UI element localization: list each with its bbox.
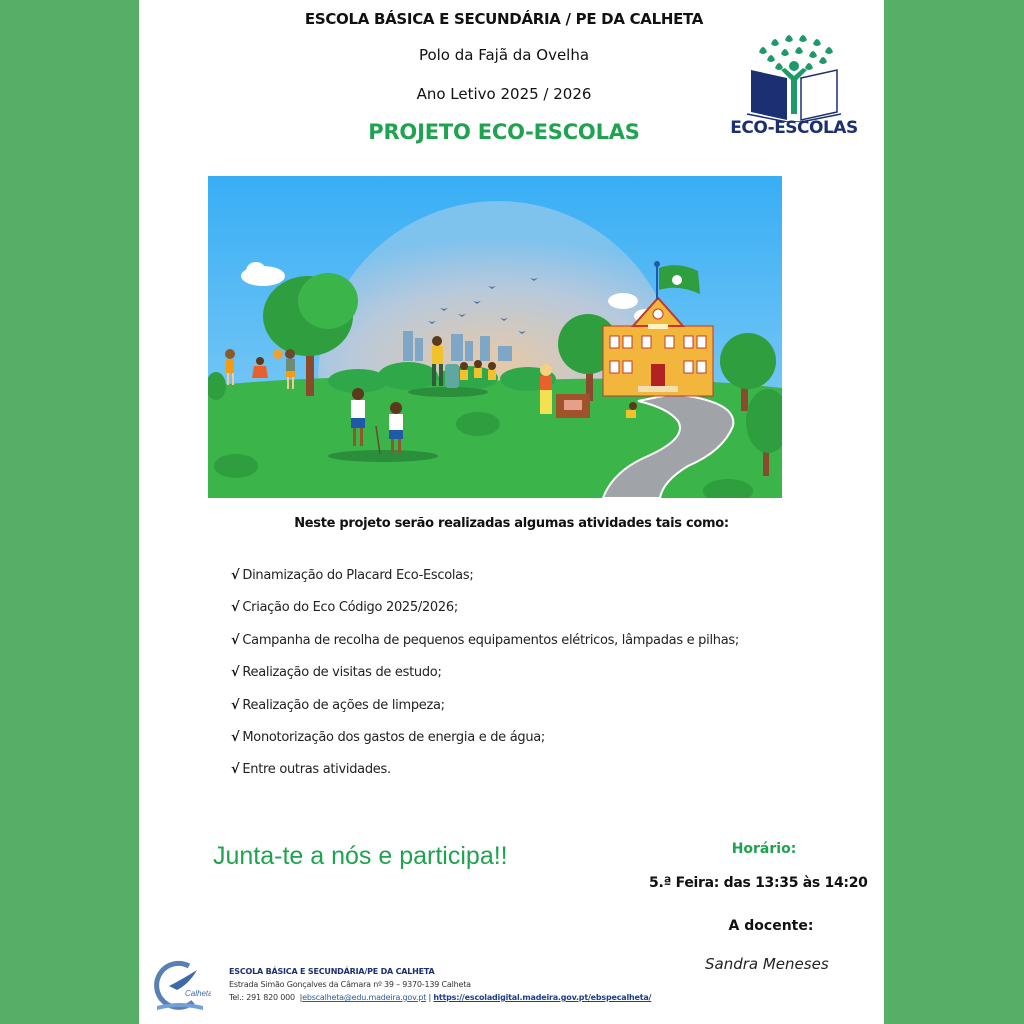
footer-address: Estrada Simão Gonçalves da Câmara nº 39 – 9370-139 Calheta — [229, 980, 471, 989]
activity-item — [231, 762, 739, 794]
eco-escolas-logo-text: ECO-ESCOLAS — [730, 118, 858, 138]
project-title: PROJETO ECO-ESCOLAS — [368, 120, 640, 144]
eco-escolas-tree-book-icon — [729, 34, 859, 122]
activities-intro: Neste projeto serão realizadas algumas atividades tais como: — [294, 516, 729, 531]
eco-school-illustration — [208, 176, 782, 498]
footer-school-name: ESCOLA BÁSICA E SECUNDÁRIA/PE DA CALHETA — [229, 967, 435, 976]
footer-website-link[interactable]: https://escoladigital.madeira.gov.pt/ebspecalheta/ — [433, 993, 652, 1002]
activity-item — [231, 600, 739, 632]
footer-contact — [229, 965, 651, 1004]
eco-escolas-logo — [729, 34, 859, 144]
activity-text: Dinamização do Placard Eco-Escolas; — [242, 568, 474, 583]
activity-item — [231, 633, 739, 665]
footer-phone: Tel.: 291 820 000 — [229, 993, 295, 1002]
school-name: ESCOLA BÁSICA E SECUNDÁRIA / PE DA CALHETA — [304, 10, 704, 28]
calheta-logo-text: Calheta — [185, 989, 211, 998]
activity-item — [231, 665, 739, 697]
eco-school-park-illustration-icon — [208, 176, 782, 498]
activity-text: Realização de ações de limpeza; — [242, 697, 445, 713]
activity-item — [231, 698, 739, 730]
schedule-value: 5.ª Feira: das 13:35 às 14:20 — [649, 875, 868, 891]
teacher-label: A docente: — [728, 918, 814, 934]
footer-separator: | — [299, 993, 303, 1002]
check-icon: √ — [231, 697, 240, 713]
calheta-school-logo-icon — [149, 958, 211, 1012]
check-icon: √ — [231, 568, 240, 583]
school-year: Ano Letivo 2025 / 2026 — [416, 85, 592, 103]
footer-email-link[interactable]: ebscalheta@edu.madeira.gov.pt — [302, 993, 427, 1002]
schedule-label: Horário: — [731, 841, 797, 857]
activity-text: Realização de visitas de estudo; — [242, 665, 442, 681]
check-icon: √ — [231, 729, 240, 745]
check-icon: √ — [231, 665, 240, 681]
activities-list — [231, 568, 739, 795]
teacher-name: Sandra Meneses — [705, 955, 829, 973]
check-icon: √ — [231, 762, 240, 778]
check-icon: √ — [231, 632, 240, 648]
calheta-school-logo — [149, 958, 211, 1012]
polo-name: Polo da Fajã da Ovelha — [418, 46, 590, 64]
activity-item — [231, 730, 739, 762]
activity-item — [231, 568, 739, 600]
activity-text: Campanha de recolha de pequenos equipamentos elétricos, lâmpadas e pilhas; — [242, 632, 739, 648]
call-to-action: Junta-te a nós e participa!! — [213, 842, 508, 870]
footer-separator: | — [428, 993, 432, 1002]
activity-text: Criação do Eco Código 2025/2026; — [242, 600, 458, 616]
flyer-page — [139, 0, 884, 1024]
check-icon: √ — [231, 600, 240, 616]
activity-text: Monotorização dos gastos de energia e de água; — [242, 729, 546, 745]
activity-text: Entre outras atividades. — [242, 762, 391, 778]
footer-contacts-line — [229, 991, 651, 1004]
